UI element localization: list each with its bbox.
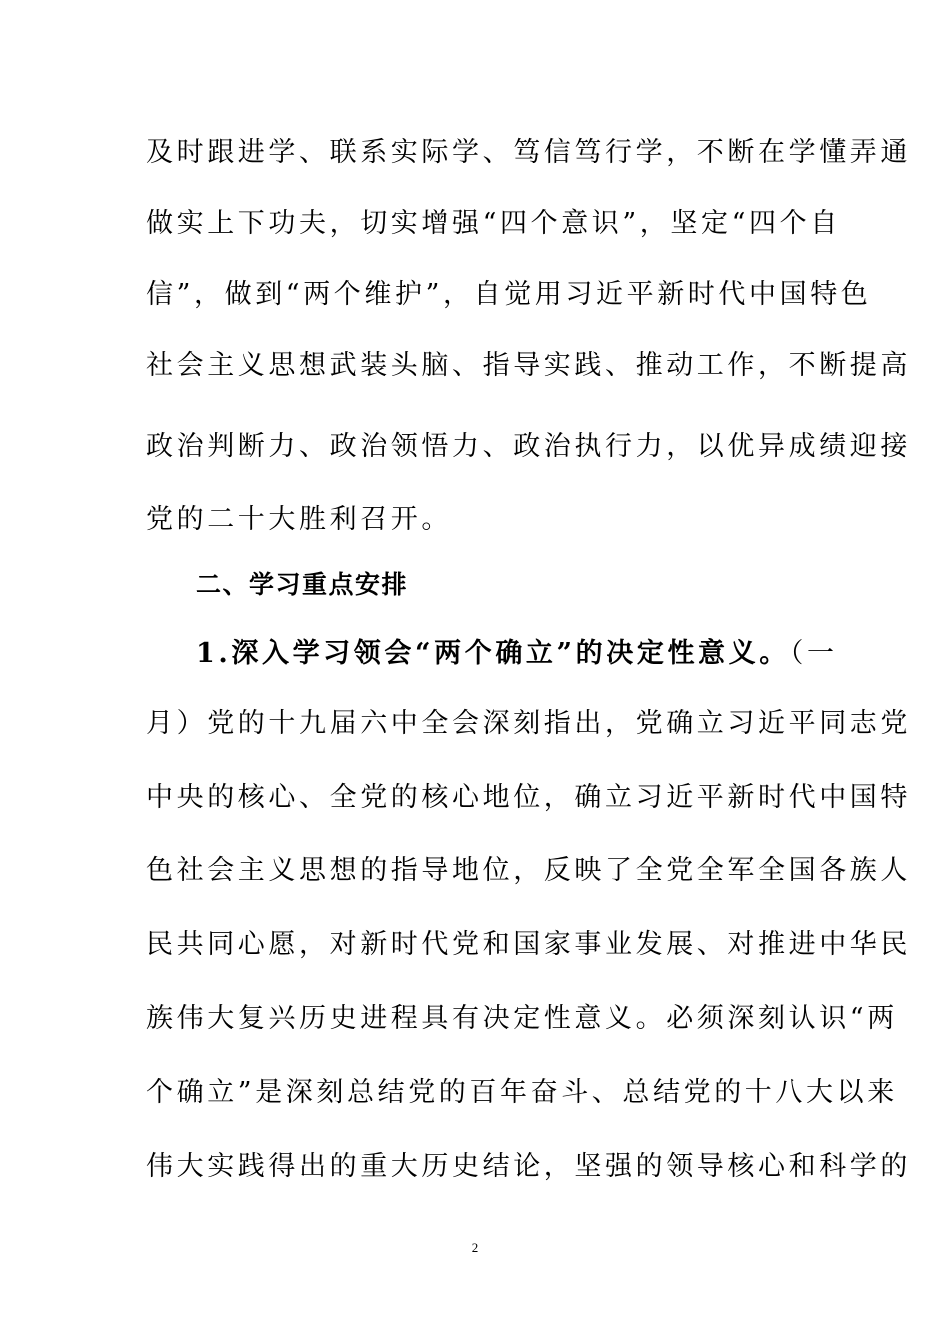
paragraph-line: 色社会主义思想的指导地位，反映了全党全军全国各族人 (146, 855, 911, 886)
paragraph-line: 中央的核心、全党的核心地位，确立习近平新时代中国特 (146, 782, 911, 813)
paragraph-line: 党的二十大胜利召开。 (146, 504, 452, 535)
paragraph-line: 伟大实践得出的重大历史结论，坚强的领导核心和科学的 (146, 1151, 911, 1182)
paragraph-line: 月）党的十九届六中全会深刻指出，党确立习近平同志党 (146, 708, 911, 739)
paragraph-line: 及时跟进学、联系实际学、笃信笃行学，不断在学懂弄通 (146, 137, 911, 168)
paragraph-line: 政治判断力、政治领悟力、政治执行力，以优异成绩迎接 (146, 431, 911, 462)
item-heading-trailing: （一 (789, 638, 838, 669)
paragraph-line: 信”，做到“两个维护”，自觉用习近平新时代中国特色 (146, 279, 872, 310)
item-heading-line (146, 632, 838, 676)
paragraph-line: 社会主义思想武装头脑、指导实践、推动工作，不断提高 (146, 350, 911, 381)
section-heading: 二、学习重点安排 (196, 570, 409, 599)
paragraph-line: 做实上下功夫，切实增强“四个意识”，坚定“四个自 (146, 208, 841, 239)
page-number: 2 (471, 1240, 479, 1255)
paragraph-line: 民共同心愿，对新时代党和国家事业发展、对推进中华民 (146, 929, 911, 960)
paragraph-line: 族伟大复兴历史进程具有决定性意义。必须深刻认识“两 (146, 1003, 898, 1034)
paragraph-line: 个确立”是深刻总结党的百年奋斗、总结党的十八大以来 (146, 1077, 898, 1108)
item-heading-bold: 1.深入学习领会“两个确立”的决定性意义。 (196, 638, 790, 669)
